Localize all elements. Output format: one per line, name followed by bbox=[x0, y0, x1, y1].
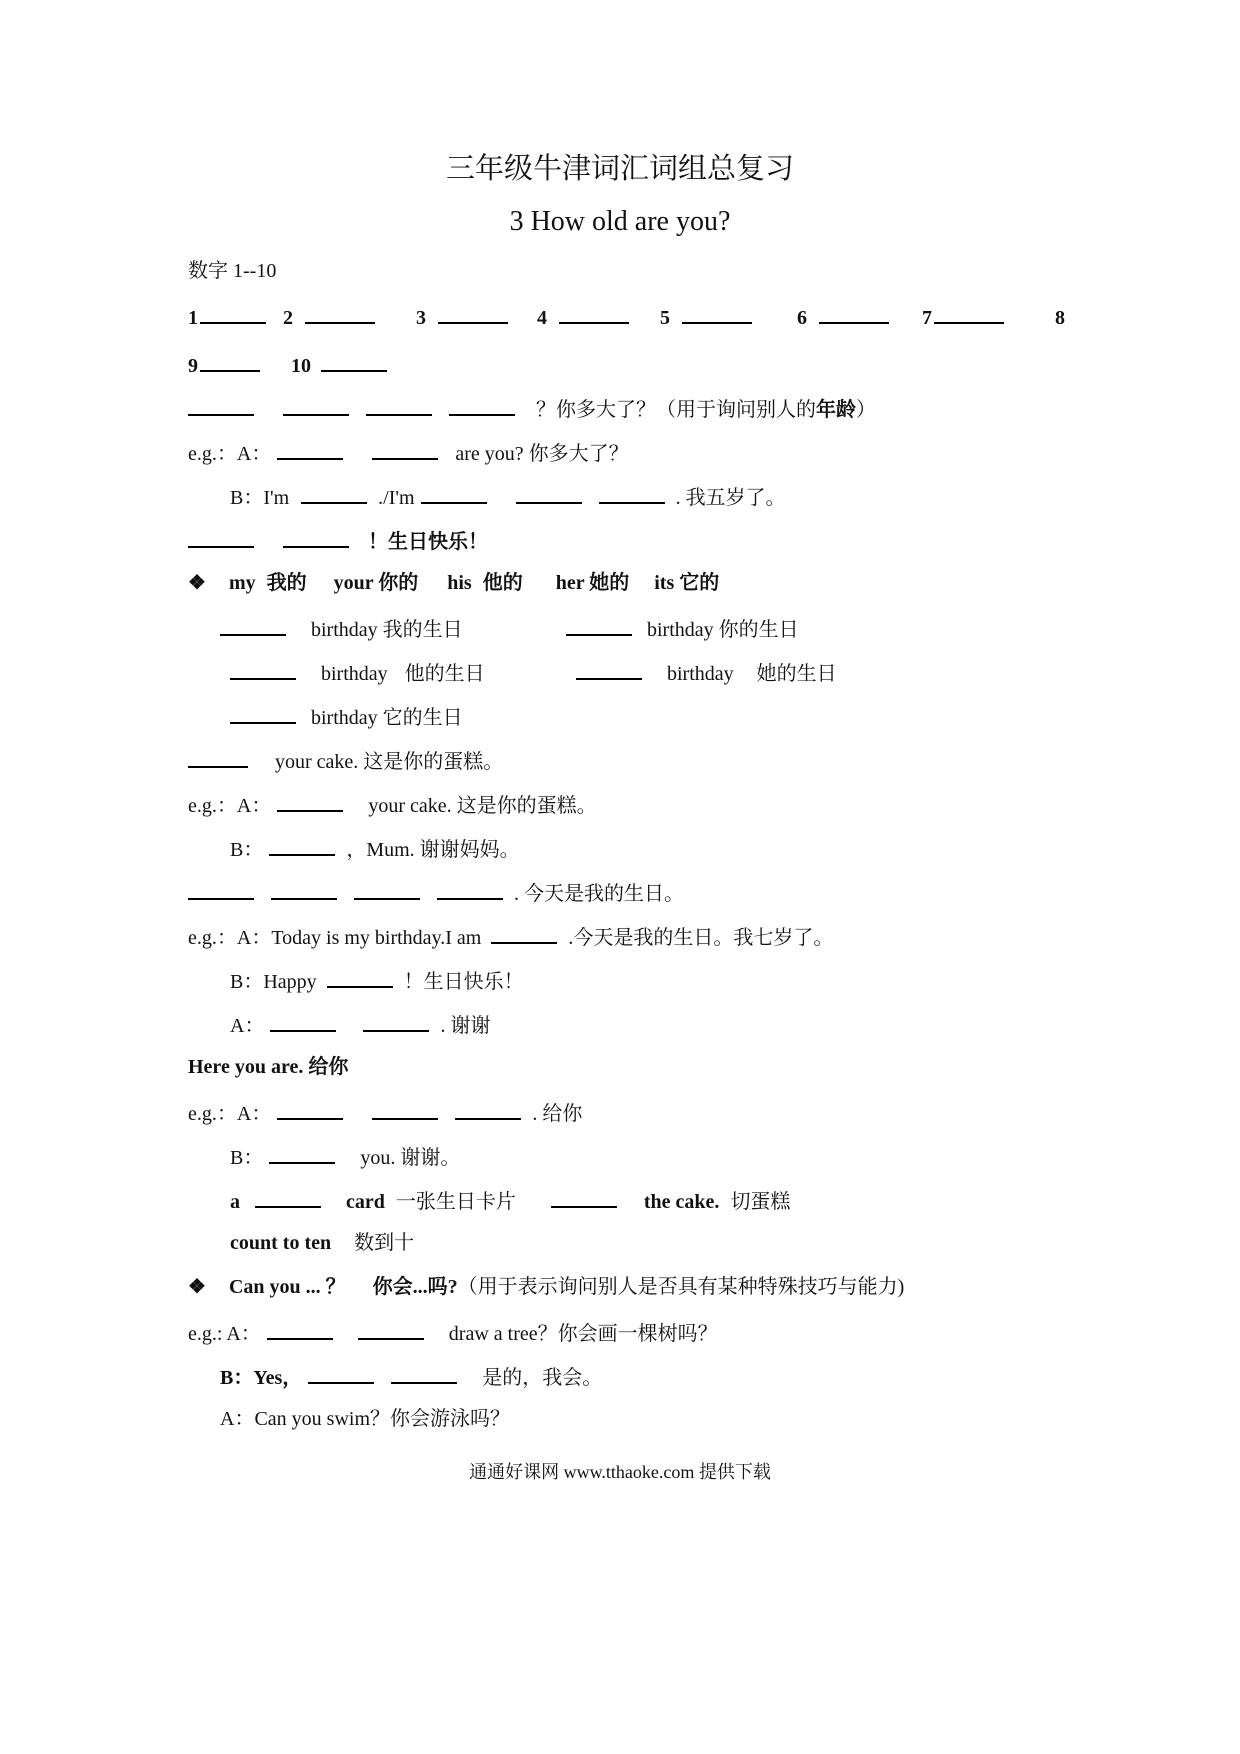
eg-prefix: B：I'm bbox=[230, 487, 290, 509]
bday-row-2 bbox=[230, 658, 485, 687]
eg-prefix: e.g.：A：Today is my birthday.I am bbox=[188, 927, 482, 949]
word-a: a bbox=[230, 1191, 240, 1213]
possessives-line bbox=[188, 570, 719, 596]
blank bbox=[358, 1318, 424, 1340]
cake-text: your cake. 这是你的蛋糕。 bbox=[275, 751, 504, 773]
blank bbox=[449, 394, 515, 416]
blank bbox=[188, 878, 254, 900]
eg-prefix: e.g.：A： bbox=[188, 443, 272, 465]
word-my-cn: 我的 bbox=[266, 572, 307, 594]
count-line bbox=[230, 1230, 414, 1256]
eg3b-line bbox=[230, 966, 524, 995]
eg3c-line bbox=[230, 1010, 490, 1039]
eg1b-line bbox=[230, 482, 786, 511]
card-cn: 一张生日卡片 bbox=[395, 1191, 516, 1213]
happy-birthday-text: ！生日快乐！ bbox=[368, 531, 488, 553]
blank-7 bbox=[934, 302, 1004, 324]
bullet-icon: ❖ bbox=[188, 572, 206, 594]
eg-prefix: B：Happy bbox=[230, 971, 317, 993]
number-6: 6 bbox=[797, 307, 807, 329]
number-2: 2 bbox=[283, 307, 293, 329]
eg-prefix: B： bbox=[230, 1147, 264, 1169]
bullet-icon: ❖ bbox=[188, 1276, 206, 1298]
how-old-text: ？你多大了？（用于询问别人的 bbox=[536, 399, 816, 421]
eg3-line bbox=[188, 922, 833, 951]
blank bbox=[372, 1098, 438, 1120]
blank bbox=[327, 966, 393, 988]
bday-your: birthday 你的生日 bbox=[647, 619, 799, 641]
blank bbox=[491, 922, 557, 944]
bday-her: birthday bbox=[667, 663, 734, 685]
blank bbox=[354, 878, 420, 900]
eg-end: . 我五岁了。 bbox=[675, 487, 786, 509]
blank bbox=[188, 746, 248, 768]
bday-his-cn: 他的生日 bbox=[404, 663, 485, 685]
numbers-row-2 bbox=[188, 350, 393, 379]
blank bbox=[267, 1318, 333, 1340]
word-her: her bbox=[555, 572, 585, 594]
word-your-cn: 你的 bbox=[378, 572, 419, 594]
eg-prefix: e.g.：A： bbox=[188, 795, 272, 817]
page-subtitle: 3 How old are you? bbox=[509, 206, 731, 237]
how-old-bold: 年龄 bbox=[816, 399, 856, 421]
blank bbox=[270, 1010, 336, 1032]
blank-5 bbox=[682, 302, 752, 324]
blank bbox=[599, 482, 665, 504]
eg5b-line bbox=[220, 1362, 602, 1391]
page-footer: 通通好课网 www.tthaoke.com 提供下载 bbox=[469, 1462, 771, 1482]
blank bbox=[516, 482, 582, 504]
bday-its: birthday 它的生日 bbox=[311, 707, 463, 729]
bday-her-cn: 她的生日 bbox=[756, 663, 837, 685]
number-9: 9 bbox=[188, 355, 198, 377]
numbers-row-1 bbox=[188, 302, 1065, 331]
blank-9 bbox=[200, 350, 260, 372]
cake-line bbox=[188, 746, 503, 775]
today-line bbox=[188, 878, 684, 907]
word-his-cn: 他的 bbox=[482, 572, 523, 594]
count-cn: 数到十 bbox=[354, 1232, 415, 1254]
eg5-line bbox=[188, 1318, 718, 1347]
bday-his: birthday bbox=[321, 663, 388, 685]
eg5c-line: A：Can you swim？你会游泳吗？ bbox=[220, 1408, 510, 1430]
can-you-note: （用于表示询问别人是否具有某种特殊技巧与能力) bbox=[457, 1276, 905, 1298]
eg-prefix: A： bbox=[230, 1015, 265, 1037]
how-old-line bbox=[188, 394, 876, 423]
blank bbox=[437, 878, 503, 900]
eg-text: your cake. 这是你的蛋糕。 bbox=[368, 795, 597, 817]
page-title: 三年级牛津词汇词组总复习 bbox=[445, 153, 794, 185]
here-you-are: Here you are. 给你 bbox=[188, 1056, 349, 1078]
eg2-line bbox=[188, 790, 597, 819]
blank bbox=[269, 1142, 335, 1164]
blank-1 bbox=[200, 302, 266, 324]
blank bbox=[269, 834, 335, 856]
number-10: 10 bbox=[291, 355, 311, 377]
bday-row-2b bbox=[576, 658, 837, 687]
number-5: 5 bbox=[660, 307, 670, 329]
eg-text: draw a tree？你会画一棵树吗？ bbox=[448, 1323, 718, 1345]
word-its-cn: 它的 bbox=[679, 572, 720, 594]
can-you-en: Can you ... ？ bbox=[228, 1276, 346, 1298]
eg-prefix: e.g.：A： bbox=[188, 1103, 272, 1125]
eg-text: .今天是我的生日。我七岁了。 bbox=[568, 927, 834, 949]
blank bbox=[271, 878, 337, 900]
blank bbox=[576, 658, 642, 680]
blank bbox=[220, 614, 286, 636]
can-you-cn: 你会...吗? bbox=[372, 1276, 458, 1298]
eg-text: . 谢谢 bbox=[440, 1015, 491, 1037]
cut-cake-cn: 切蛋糕 bbox=[730, 1191, 791, 1213]
blank-3 bbox=[438, 302, 508, 324]
blank-2 bbox=[305, 302, 375, 324]
word-his: his bbox=[447, 572, 472, 594]
blank bbox=[230, 702, 296, 724]
blank bbox=[391, 1362, 457, 1384]
blank-4 bbox=[559, 302, 629, 324]
cut-cake: the cake. bbox=[643, 1191, 720, 1213]
word-her-cn: 她的 bbox=[589, 572, 630, 594]
eg2b-line bbox=[230, 834, 520, 863]
blank bbox=[308, 1362, 374, 1384]
eg-text: ，Mum. 谢谢妈妈。 bbox=[346, 839, 520, 861]
bday-row-3 bbox=[230, 702, 463, 731]
blank bbox=[277, 1098, 343, 1120]
blank bbox=[277, 790, 343, 812]
word-its: its bbox=[654, 572, 675, 594]
blank bbox=[301, 482, 367, 504]
blank bbox=[455, 1098, 521, 1120]
blank bbox=[366, 394, 432, 416]
blank bbox=[188, 394, 254, 416]
numbers-label: 数字 1--10 bbox=[188, 260, 277, 282]
blank-6 bbox=[819, 302, 889, 324]
eg4b-line bbox=[230, 1142, 460, 1171]
how-old-end: ） bbox=[856, 399, 876, 421]
blank bbox=[255, 1186, 321, 1208]
eg-text: are you? 你多大了？ bbox=[455, 443, 629, 465]
eg-text: 是的，我会。 bbox=[482, 1367, 603, 1389]
blank bbox=[277, 438, 343, 460]
number-8: 8 bbox=[1055, 307, 1065, 329]
eg-text: you. 谢谢。 bbox=[360, 1147, 461, 1169]
blank bbox=[230, 658, 296, 680]
eg-text: . 给你 bbox=[532, 1103, 583, 1125]
blank bbox=[551, 1186, 617, 1208]
blank bbox=[372, 438, 438, 460]
number-4: 4 bbox=[537, 307, 547, 329]
eg-prefix: B：Yes， bbox=[220, 1367, 303, 1389]
count-en: count to ten bbox=[230, 1232, 332, 1254]
bday-row-1 bbox=[220, 614, 463, 643]
can-you-line bbox=[188, 1274, 904, 1300]
eg4-line bbox=[188, 1098, 582, 1127]
blank bbox=[363, 1010, 429, 1032]
number-3: 3 bbox=[416, 307, 426, 329]
word-your: your bbox=[333, 572, 374, 594]
blank bbox=[283, 394, 349, 416]
blank bbox=[188, 526, 254, 548]
eg-prefix: B： bbox=[230, 839, 264, 861]
eg-mid: ./I'm bbox=[378, 487, 415, 509]
word-card: card bbox=[346, 1191, 385, 1213]
number-7: 7 bbox=[922, 307, 932, 329]
blank bbox=[421, 482, 487, 504]
eg-prefix: e.g.: A： bbox=[188, 1323, 261, 1345]
blank bbox=[566, 614, 632, 636]
today-text: . 今天是我的生日。 bbox=[514, 883, 684, 905]
blank bbox=[283, 526, 349, 548]
eg-text: ！生日快乐！ bbox=[403, 971, 524, 993]
bday-my: birthday 我的生日 bbox=[311, 619, 463, 641]
happy-birthday-line bbox=[188, 526, 488, 555]
number-1: 1 bbox=[188, 307, 198, 329]
card-line bbox=[230, 1186, 790, 1215]
eg1-line bbox=[188, 438, 629, 467]
word-my: my bbox=[228, 572, 256, 594]
bday-row-1b bbox=[566, 614, 799, 643]
blank-10 bbox=[321, 350, 387, 372]
